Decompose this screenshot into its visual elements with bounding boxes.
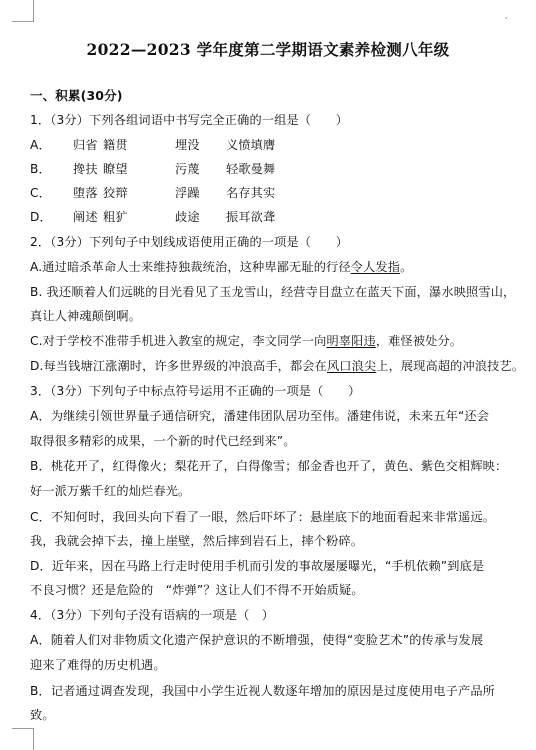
question-1-option-d [30,208,450,224]
question-2-option-c [30,332,462,349]
option-word: 污蔑 [175,162,200,176]
option-word: 义愤填膺 [226,138,276,152]
option-word: 轻歌曼舞 [226,162,276,176]
option-word: 搀扶 [73,162,98,176]
question-2-option-b-line1: B. 我还顺着人们远眺的目光看见了玉龙雪山，经营寺目盘立在蓝天下面，瀑水映照雪山， [30,285,516,299]
question-1-option-b [30,160,450,176]
section-heading: 一、积累(30分) [30,88,123,103]
underlined-idiom: 令人发指 [350,260,401,274]
option-text: ，难怪被处分。 [375,334,463,348]
question-3-stem: 3．（3分）下列句子中标点符号运用不正确的一项是（ ） [30,384,361,398]
page-corner-dot [505,17,507,19]
option-word: 归省 [73,138,98,152]
question-3-option-c-line2: 我，我就会掉下去，撞上崖壁，然后摔到岩石上，摔个粉碎。 [30,534,364,548]
option-letter: B． [30,162,51,176]
question-4-option-b-line2: 致。 [30,708,55,722]
question-3-option-a-line1: A．为继续引领世界量子通信研究，潘建伟团队居功至伟。潘建伟说，未来五年“还会 [30,409,490,423]
question-1-option-c [30,184,450,200]
question-1-stem: 1．（3分）下列各组词语中书写完全正确的一组是（ ） [30,113,349,127]
question-3-option-b-line1: B．桃花开了，红得像火；梨花开了，白得像雪；郁金香也开了，黄色、紫色交相辉映： [30,459,508,473]
option-text: 。 [400,260,413,274]
option-letter: D． [30,210,52,224]
option-word: 浮躁 [175,186,200,200]
question-1-option-a [30,136,450,152]
question-3-option-d-line1: D．近年来，因在马路上行走时使用手机而引发的事故屡屡曝光，“手机依赖”到底是 [30,559,485,573]
question-2-option-d [30,357,524,374]
option-text: D.每当钱塘江涨潮时，许多世界级的冲浪高手，都会在 [30,359,327,373]
crop-mark-bottom-left-vertical [33,728,34,750]
option-word: 名存其实 [226,186,276,200]
option-word: 狡辩 [103,186,128,200]
question-3-option-b-line2: 好一派万紫千红的灿烂春光。 [30,484,191,498]
option-text: C.对于学校不准带手机进入教室的规定，李文同学一向 [30,334,327,348]
option-word: 籍贯 [103,138,128,152]
question-2-option-b-line2: 真让人神魂颠倒啊。 [30,309,142,323]
option-text: 上，展现高超的冲浪技艺。 [376,359,525,373]
option-letter: C． [30,186,51,200]
question-3-option-c-line1: C．不知何时，我回头向下看了一眼，然后吓坏了：悬崖底下的地面看起来非常遥远。 [30,510,496,524]
option-word: 堕落 [73,186,98,200]
question-4-option-b-line1: B．记者通过调查发现，我国中小学生近视人数逐年增加的原因是过度使用电子产品所 [30,684,495,698]
option-word: 埋没 [175,138,200,152]
option-word: 歧途 [175,210,200,224]
crop-mark-top-left-horizontal [12,21,34,22]
option-word: 振耳欲聋 [226,210,276,224]
question-2-stem: 2．（3分）下列句子中划线成语使用正确的一项是（ ） [30,235,349,249]
option-word: 瞭望 [103,162,128,176]
page-title: 2022—2023 学年度第二学期语文素养检测八年级 [86,40,450,59]
question-3-option-a-line2: 取得很多精彩的成果，一个新的时代已经到来”。 [30,434,296,448]
underlined-idiom: 风口浪尖 [326,359,377,373]
crop-mark-bottom-left-horizontal [12,728,34,729]
question-4-stem: 4．（3分）下列句子没有语病的一项是（ ） [30,608,275,622]
question-2-option-a [30,258,412,275]
question-4-option-a-line2: 迎来了难得的历史机遇。 [30,658,166,672]
question-3-option-d-line2: 不良习惯？还是危险的 “炸弹”？这让人们不得不开始质疑。 [30,583,364,597]
question-4-option-a-line1: A．随着人们对非物质文化遗产保护意识的不断增强，使得“变脸艺术”的传承与发展 [30,633,484,647]
option-word: 阐述 [73,210,98,224]
crop-mark-top-left-vertical [33,0,34,22]
underlined-idiom: 明辜阳违 [326,334,376,348]
option-word: 粗犷 [103,210,128,224]
option-text: A.通过暗杀革命人士来维持独裁统治，这种卑鄙无耻的行径 [30,260,351,274]
option-letter: A． [30,138,51,152]
